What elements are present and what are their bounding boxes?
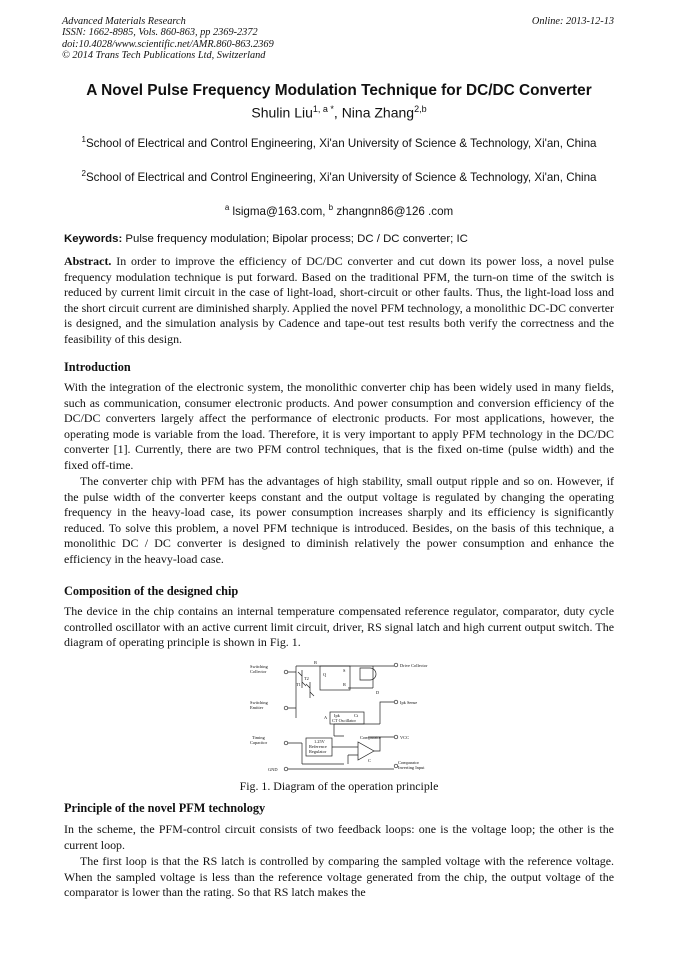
email-b: zhangnn86@126 .com	[333, 204, 454, 218]
abstract-text: In order to improve the efficiency of DC/DC converter and cut down its power loss, a novel pulse frequency modulation technique is put forward. Based on the traditional PFM, the turn-on time of the switch is reduced by current limit circuit in the case of light-load, short-circuit or other faults. Thus, the light-load loss and the short circuit current are diminished sharply. Applied the novel PFM technology, a monolithic DC-DC converter is designed, and the simulation analysis by Cadence and tape-out test results both verify the correctness and the feasibility of this design.	[64, 254, 614, 346]
composition-paragraph: The device in the chip contains an internal temperature compensated reference regulator, comparator, duty cycle controlled oscillator with an active current limit circuit, driver, RS signal latch and high current output switch. The diagram of operating principle is shown in Fig. 1.	[64, 604, 614, 650]
issn: ISSN: 1662-8985, Vols. 860-863, pp 2369-2372	[62, 27, 258, 39]
label-ref-1: 1.25V	[314, 739, 325, 744]
figure-caption: Fig. 1. Diagram of the operation principle	[239, 779, 439, 793]
terminal-ipk-sense	[394, 700, 398, 704]
transistor-t2	[306, 682, 314, 698]
label-latch-r: R	[343, 682, 346, 687]
label-gnd: GND	[268, 767, 278, 772]
keywords-text: Pulse frequency modulation; Bipolar process; DC / DC converter; IC	[122, 233, 468, 245]
email-line	[0, 203, 678, 218]
label-switching-collector-1: Switching	[250, 664, 268, 669]
terminal-timing-capacitor	[284, 741, 288, 745]
intro-paragraph-1: With the integration of the electronic system, the monolithic converter chip has been widely used in many fields, such as communication, consumer electronic products. And power consumption and conversion efficiency of the DC/DC converters largely affect the performance of electronic products. For most applications, however, the operating mode is variable from the load. Therefore, it is very important to apply PFM technology in the DC/DC converter [1]. Currently, there are two PFM control techniques, that is the fixed on-time (pulse width) and the fixed off-time.	[64, 380, 614, 472]
email-b-sup: b	[328, 203, 334, 212]
terminal-vcc	[394, 735, 398, 739]
label-ref-2: Reference	[309, 744, 327, 749]
affiliation-2-num: 2	[81, 169, 86, 178]
keywords-label: Keywords:	[64, 233, 123, 245]
label-ref-3: Regulator	[309, 749, 327, 754]
abstract-label: Abstract.	[64, 254, 112, 268]
label-comparator-inv-2: Inverting Input	[398, 765, 425, 770]
author-2-sup: 2,b	[414, 104, 427, 114]
label-node-c: C	[368, 758, 371, 763]
label-comparator-inv-1: Comparator	[398, 760, 419, 765]
intro-paragraph-2: The converter chip with PFM has the advantages of high stability, small output ripple and so on. However, if the pulse width of the converter keeps constant and the output voltage is regulated by changing the operating frequency in the heavy-load case, its power consumption increases sharply and its efficiency is significantly reduced. To solve this problem, a novel PFM technique is introduced. Besides, on the basis of this technique, a monolithic DC / DC converter is designed to diminish relatively the power consumption and enhance the efficiency in the heavy-load case.	[64, 474, 614, 566]
keywords	[64, 233, 616, 245]
label-t2: T2	[304, 676, 309, 681]
label-t1: T1	[296, 682, 301, 687]
abstract	[64, 254, 614, 348]
paper-title: A Novel Pulse Frequency Modulation Technique for DC/DC Converter	[86, 82, 592, 99]
section-heading-composition: Composition of the designed chip	[64, 584, 239, 598]
operation-principle-diagram	[248, 658, 430, 776]
journal-header	[62, 16, 274, 62]
label-latch-q: Q	[323, 672, 327, 677]
affiliation-1-num: 1	[81, 135, 86, 144]
label-switching-emitter-1: Switching	[250, 700, 268, 705]
email-a: lsigma@163.com,	[229, 204, 329, 218]
terminal-switching-collector	[284, 670, 288, 674]
email-a-sup: a	[224, 203, 230, 212]
terminal-switching-emitter	[284, 706, 288, 710]
section-heading-principle: Principle of the novel PFM technology	[64, 801, 266, 815]
label-node-d: D	[376, 690, 380, 695]
affiliation-2-text: School of Electrical and Control Engineering, Xi'an University of Science & Technology, Xi'an, China	[85, 170, 597, 184]
author-1: Shulin Liu	[251, 104, 313, 121]
comparator-symbol	[358, 742, 374, 760]
label-osc-ipk: Ipk	[334, 713, 340, 718]
label-timing-1: Timing	[252, 735, 265, 740]
label-vcc: VCC	[400, 735, 410, 740]
label-osc-ct-pin: Ct	[354, 713, 359, 718]
copyright: © 2014 Trans Tech Publications Ltd, Switzerland	[62, 50, 266, 62]
label-node-b: B	[314, 660, 317, 665]
online-date: Online: 2013-12-13	[531, 16, 614, 27]
principle-paragraph-1: In the scheme, the PFM-control circuit consists of two feedback loops: one is the voltage loop; the other is the current loop.	[64, 822, 614, 852]
author-2: Nina Zhang	[341, 104, 415, 121]
label-node-a: A	[324, 715, 328, 720]
label-switching-emitter-2: Emitter	[250, 705, 264, 710]
doi: doi:10.4028/www.scientific.net/AMR.860-863.2369	[62, 38, 274, 50]
affiliation-1	[70, 132, 608, 152]
label-switching-collector-2: Collector	[250, 669, 267, 674]
section-heading-introduction: Introduction	[64, 360, 131, 374]
label-timing-2: Capacitor	[250, 740, 268, 745]
terminal-gnd	[284, 767, 288, 771]
author-line	[0, 104, 678, 121]
affiliation-1-text: School of Electrical and Control Engineering, Xi'an University of Science & Technology, Xi'an, China	[85, 136, 597, 150]
author-separator: ,	[333, 104, 342, 121]
label-drive-collector: Drive Collector	[400, 663, 428, 668]
label-ipk-sense: Ipk Sense	[400, 700, 418, 705]
principle-paragraph-2: The first loop is that the RS latch is controlled by comparing the sampled voltage with the reference voltage. When the sampled voltage is less than the reference voltage generated from the chip, the output voltage of the comparator is lower than the rating. So that RS latch makes the	[64, 854, 614, 900]
terminal-drive-collector	[394, 663, 398, 667]
author-1-sup: 1, a *	[312, 104, 334, 114]
label-osc-ct: CT Oscillator	[332, 718, 356, 723]
and-gate	[360, 668, 376, 680]
journal-name: Advanced Materials Research	[62, 16, 186, 27]
label-latch-s: S	[343, 668, 346, 673]
label-comparator: Comparator	[360, 735, 381, 740]
online-date-header	[532, 16, 614, 27]
affiliation-2	[70, 166, 608, 186]
